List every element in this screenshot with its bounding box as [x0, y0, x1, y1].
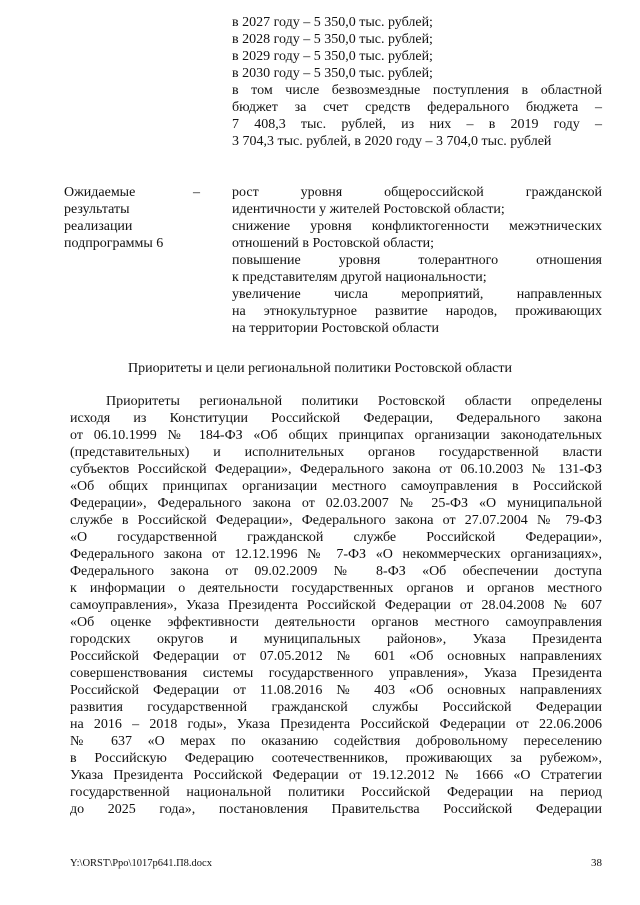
body-line: исходя из Конституции Российской Федерации, Федерального закона [70, 411, 602, 426]
body-line: самоуправления», Указа Президента Российской Федерации от 28.04.2008 № 607 [70, 598, 602, 613]
body-line: «Об общих принципах организации местного самоуправления в Российской [70, 479, 602, 494]
body-line: «Об оценке эффективности деятельности органов местного самоуправления [70, 615, 602, 630]
page-number: 38 [591, 857, 602, 869]
funding-line: в 2028 году – 5 350,0 тыс. рублей; [232, 32, 433, 47]
body-line: Федерального закона от 09.02.2009 № 8-ФЗ «Об обеспечении доступа [70, 564, 602, 579]
body-line: Указа Президента Российской Федерации от 19.12.2012 № 1666 «О Стратегии [70, 768, 602, 783]
section-title: Приоритеты и цели региональной политики Ростовской области [127, 361, 512, 376]
results-values [232, 184, 602, 337]
body-line: Федерального закона от 12.12.1996 № 7-ФЗ «О некоммерческих организациях», [70, 547, 602, 562]
funding-note-line: 3 704,3 тыс. рублей, в 2020 году – 3 704,0 тыс. рублей [232, 134, 552, 149]
body-line: «О государственной гражданской службе Российской Федерации», [70, 530, 602, 545]
funding-block [232, 14, 602, 150]
funding-note-line: бюджет за счет средств федерального бюджета – [232, 100, 602, 115]
result-item: снижение уровня конфликтогенности межэтнических отношений в Ростовской области; [232, 219, 602, 251]
results-label-dash: – [193, 185, 200, 200]
body-paragraph [70, 393, 602, 818]
funding-note-line: 7 408,3 тыс. рублей, из них – в 2019 году – [232, 117, 602, 132]
body-line: государственной национальной политики Российской Федерации на период [70, 785, 602, 800]
body-line: Российской Федерации от 11.08.2016 № 403 «Об основных направлениях [70, 683, 602, 698]
body-line: к информации о деятельности государственных органов и органов местного [70, 581, 602, 596]
result-item: увеличение числа мероприятий, направленных на этнокультурное развитие народов, проживающих на территории Ростовской области [232, 287, 602, 336]
body-line: Федерации», Федерального закона от 02.03.2007 № 25-ФЗ «О муниципальной [70, 496, 602, 511]
body-line: Приоритеты региональной политики Ростовской области определены [106, 394, 602, 409]
funding-note-line: в том числе безвозмездные поступления в областной [232, 83, 602, 98]
funding-line: в 2027 году – 5 350,0 тыс. рублей; [232, 15, 433, 30]
results-label-line: результаты [64, 202, 130, 217]
body-line: (представительных) и исполнительных органов государственной власти [70, 445, 602, 460]
body-line: № 637 «О мерах по оказанию содействия добровольному переселению [70, 734, 602, 749]
body-line: развития государственной гражданской службы Российской Федерации [70, 700, 602, 715]
result-item: рост уровня общероссийской гражданской идентичности у жителей Ростовской области; [232, 185, 602, 217]
body-line: совершенствования системы государственного управления», Указа Президента [70, 666, 602, 681]
result-item: повышение уровня толерантного отношения к представителям другой национальности; [232, 253, 602, 285]
funding-line: в 2030 году – 5 350,0 тыс. рублей; [232, 66, 433, 81]
body-line: от 06.10.1999 № 184-ФЗ «Об общих принципах организации законодательных [70, 428, 602, 443]
body-line: субъектов Российской Федерации», Федерального закона от 06.10.2003 № 131-ФЗ [70, 462, 602, 477]
body-line: Российской Федерации от 07.05.2012 № 601 «Об основных направлениях [70, 649, 602, 664]
body-line: до 2025 года», постановления Правительства Российской Федерации [70, 802, 602, 817]
results-label-line: подпрограммы 6 [64, 236, 164, 251]
body-line: в Российскую Федерацию соотечественников, проживающих за рубежом», [70, 751, 602, 766]
results-label-line: реализации [64, 219, 133, 234]
body-line: на 2016 – 2018 годы», Указа Президента Российской Федерации от 22.06.2006 [70, 717, 602, 732]
body-line: городских округов и муниципальных районов», Указа Президента [70, 632, 602, 647]
footer-file-path: Y:\ORST\Ppo\1017p641.П8.docx [70, 858, 212, 869]
results-label [64, 184, 202, 252]
results-label-line: Ожидаемые – [64, 185, 200, 200]
body-line: службе в Российской Федерации», Федерального закона от 27.07.2004 № 79-ФЗ [70, 513, 602, 528]
funding-line: в 2029 году – 5 350,0 тыс. рублей; [232, 49, 433, 64]
